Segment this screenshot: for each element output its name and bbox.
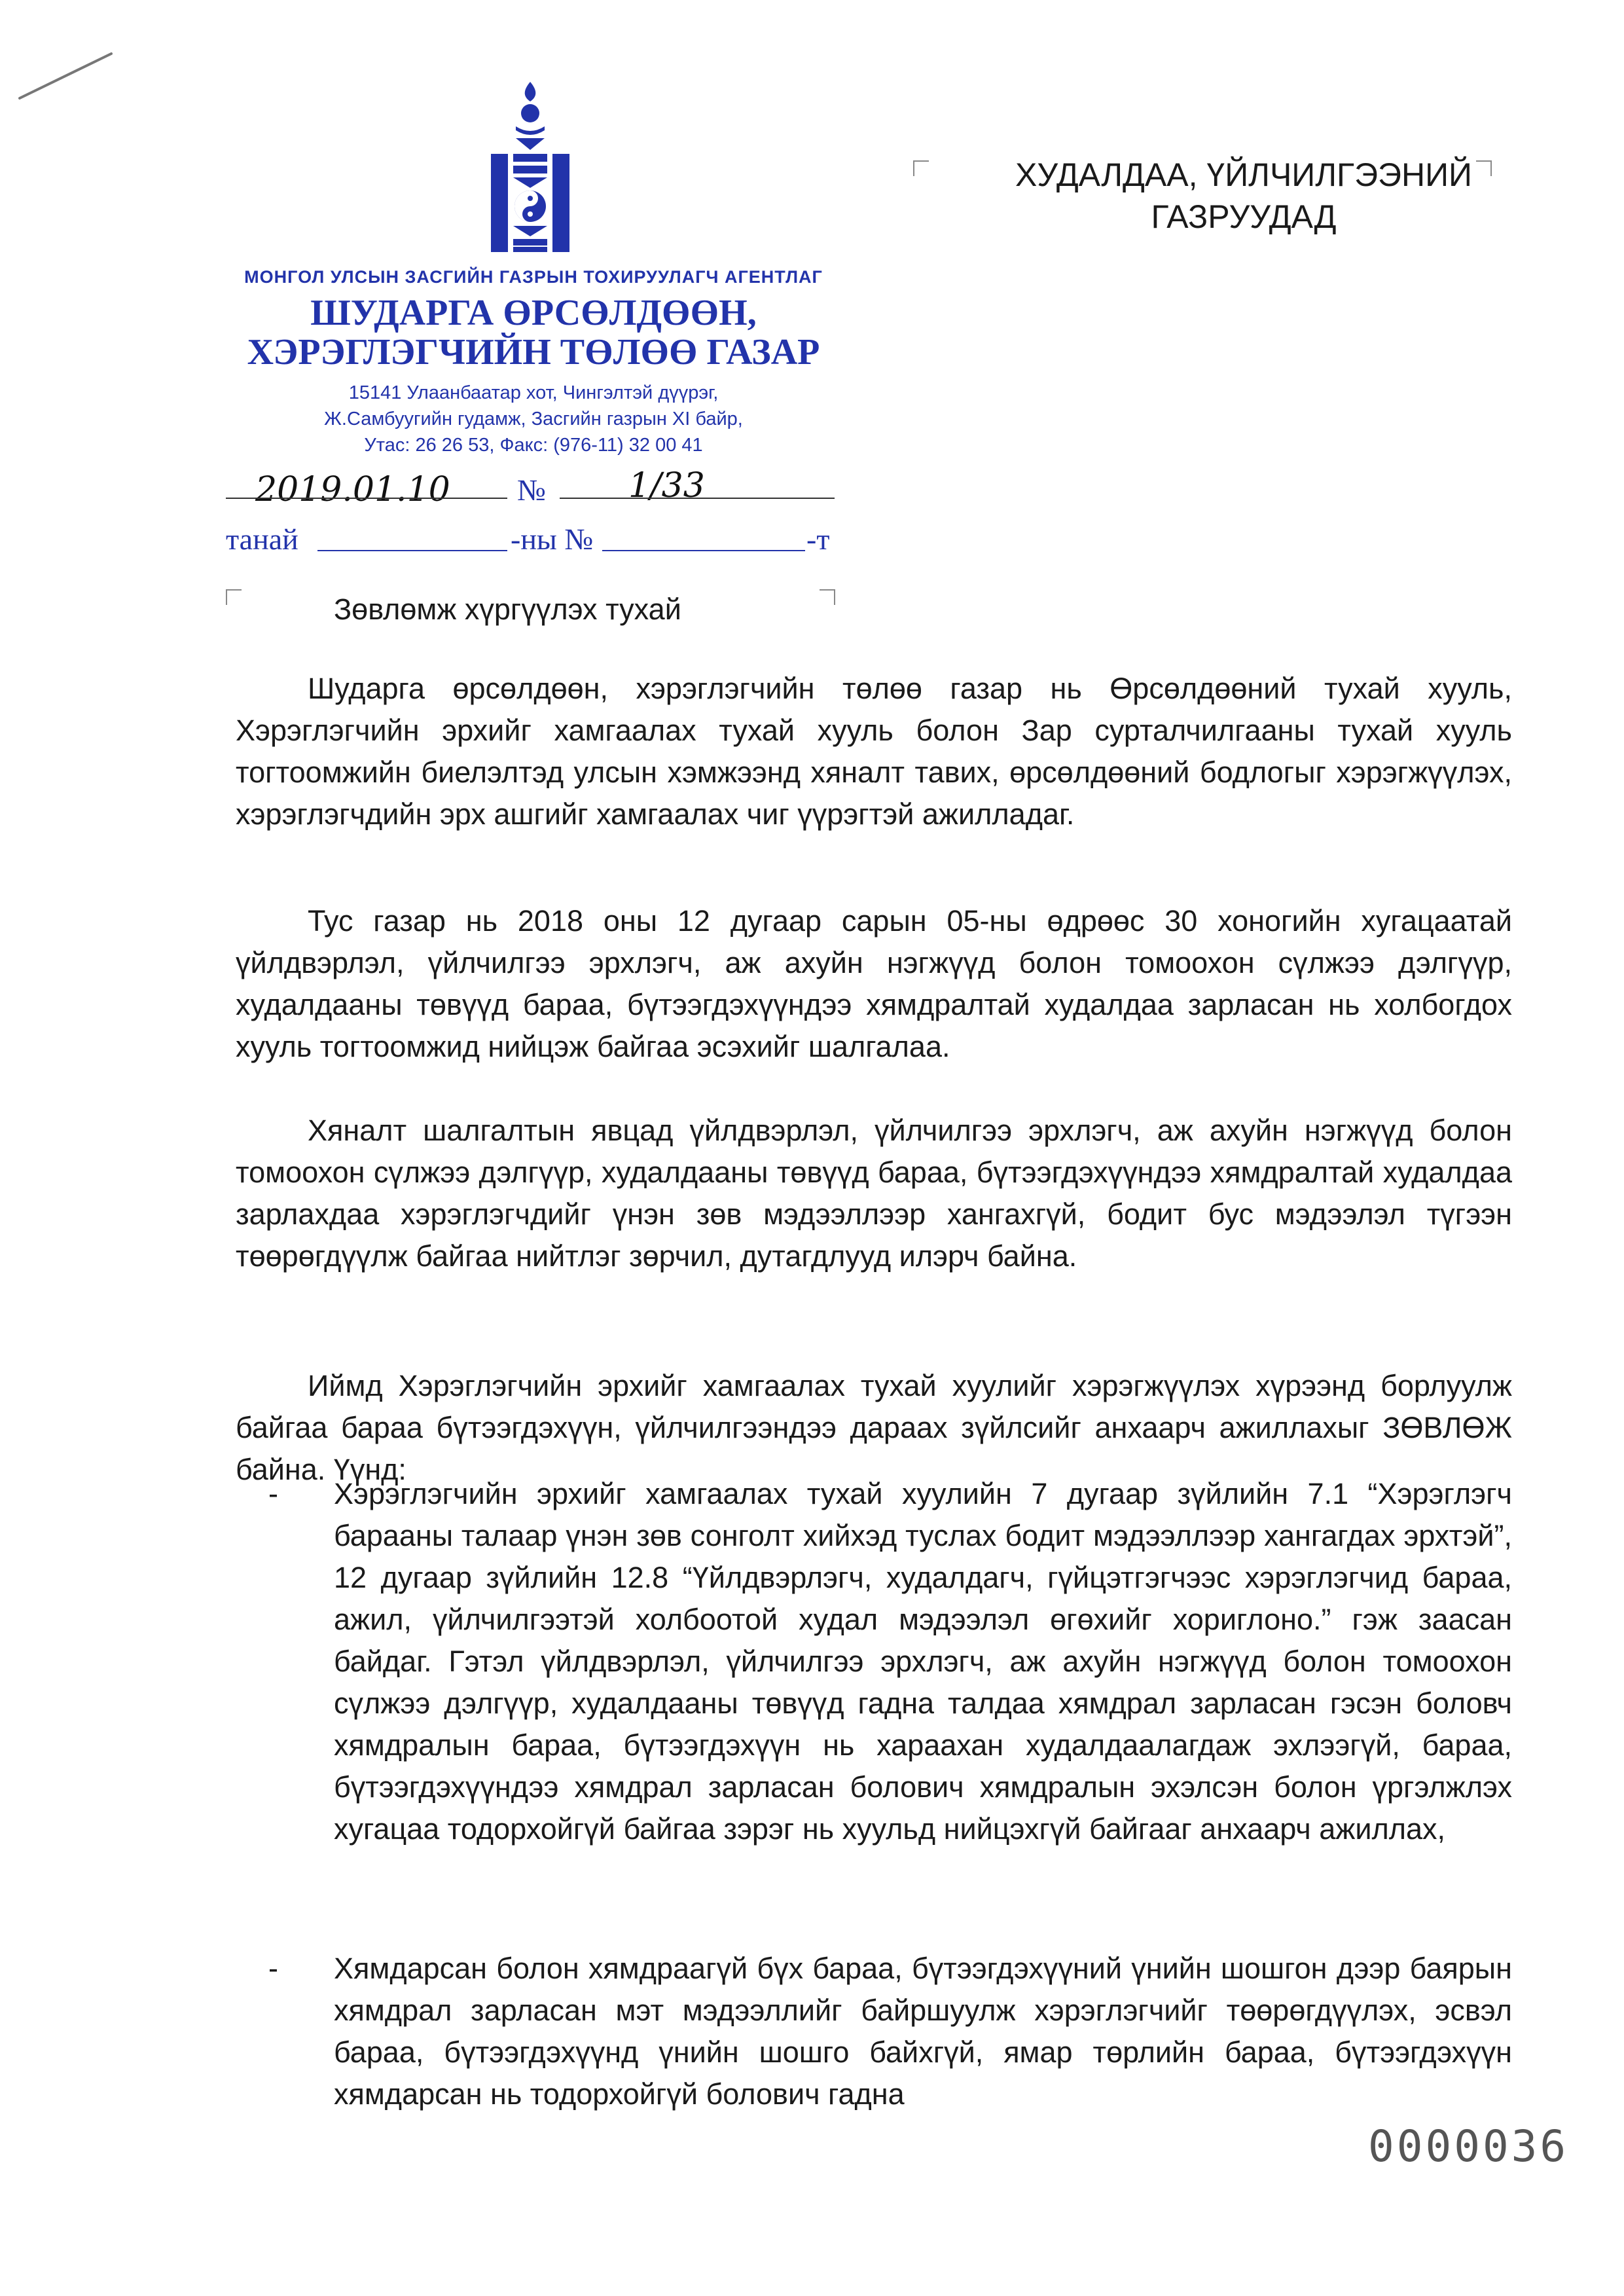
addressee-line1: ХУДАЛДАА, ҮЙЛЧИЛГЭЭНИЙ [1015,156,1472,193]
corner-mark [226,589,242,605]
ny-underline [602,550,805,551]
org-name-line2: ХЭРЭГЛЭГЧИЙН ТӨЛӨӨ ГАЗАР [247,332,820,373]
body-paragraph-1 [236,668,1512,835]
addressee-line2: ГАЗРУУДАД [1151,198,1337,235]
body-paragraph-2 [236,900,1512,1068]
date-underline [226,498,507,499]
your-underline [317,550,507,551]
body-paragraph-3 [236,1110,1512,1277]
bullet-text: Хэрэглэгчийн эрхийг хамгаалах тухай хуулийн 7 дугаар зүйлийн 7.1 “Хэрэглэгч барааны талаар үнэн зөв сонголт хийхэд туслах бодит мэдээллээр хангагдах эрхтэй”, 12 дугаар зүйлийн 12.8 “Үйлдвэрлэгч, худалдагч, гүйцэтгэгчээс хэрэглэгчид бараа, ажил, үйлчилгээтэй холбоотой худал мэдээлэл өгөхийг хориглоно.” гэж заасан байдаг. Гэтэл үйлдвэрлэл, үйлчилгээ эрхлэгч, аж ахуйн нэгжүүд болон томоохон сүлжээ дэлгүүр, худалдааны төвүүд гадна талдаа хямдрал зарласан гэсэн боловч хямдралын бараа, бүтээгдэхүүн нь хараахан худалдаалагдаж эхлээгүй, бараа, бүтээгдэхүүндээ хямдрал зарласан болович хямдралын эхэлсэн болон үргэлжлэх хугацаа тодорхойгүй байгаа зэрэг нь хуульд нийцэхгүй байгааг анхаарч ажиллах, [334,1477,1512,1846]
body-paragraph-4 [236,1365,1512,1491]
agency-line: МОНГОЛ УЛСЫН ЗАСГИЙН ГАЗРЫН ТОХИРУУЛАГЧ АГЕНТЛАГ [244,267,823,287]
pen-mark [13,46,118,105]
address-line2: Ж.Самбуугийн гудамж, Засгийн газрын XI байр, [324,409,743,429]
page-stamp-number: 0000036 [1368,2121,1569,2172]
bullet-item-1 [268,1473,1512,1850]
bullet-item-2 [268,1948,1512,2115]
subject-line: Зөвлөмж хүргүүлэх тухай [334,592,681,626]
org-name-line1: ШУДАРГА ӨРСӨЛДӨӨН, [310,293,757,333]
soyombo-emblem-icon [484,82,576,255]
bullet-text: Хямдарсан болон хямдраагүй бүх бараа, бүтээгдэхүүний үнийн шошгон дээр баярын хямдрал зарласан мэт мэдээллийг байршуулж хэрэглэгчийг төөрөгдүүлэх, эсвэл бараа, бүтээгдэхүүнд үнийн шошго байхгүй, ямар төрлийн бараа, бүтээгдэхүүн хямдарсан нь тодорхойгүй болович гадна [334,1952,1512,2111]
address-line1: 15141 Улаанбаатар хот, Чингэлтэй дүүрэг, [348,382,719,403]
paragraph-text: Иймд Хэрэглэгчийн эрхийг хамгаалах тухай хуулийг хэрэгжүүлэх хүрээнд борлуулж байгаа бараа бүтээгдэхүүн, үйлчилгээндээ дараах зүйлсийг анхаарч ажиллахыг ЗӨВЛӨЖ байна. Үүнд: [236,1369,1512,1486]
number-label: № [517,473,546,507]
bullet-dash: - [268,1952,278,1985]
paragraph-text: Тус газар нь 2018 оны 12 дугаар сарын 05-ны өдрөөс 30 хоногийн хугацаатай үйлдвэрлэл, үйлчилгээ эрхлэгч, аж ахуйн нэгжүүд болон томоохон сүлжээ дэлгүүр, худалдааны төвүүд бараа, бүтээгдэхүүндээ хямдралтай худалдаа зарласан нь холбогдох хууль тогтоомжид нийцэж байгаа эсэхийг шалгалаа. [236,904,1512,1063]
ny-number-label: -ны № [511,522,594,556]
bullet-dash: - [268,1477,278,1510]
corner-mark [913,160,929,176]
number-handwritten: 1/33 [628,466,705,505]
address-line3: Утас: 26 26 53, Факс: (976-11) 32 00 41 [364,435,703,456]
your-label: танай [226,522,298,556]
date-handwritten: 2019.01.10 [255,470,450,509]
corner-mark [820,589,835,605]
paragraph-text: Шударга өрсөлдөөн, хэрэглэгчийн төлөө газар нь Өрсөлдөөний тухай хууль, Хэрэглэгчийн эрхийг хамгаалах тухай хууль болон Зар сурталчилгааны тухай хууль тогтоомжийн биелэлтэд улсын хэмжээнд хяналт тавих, өрсөлдөөний бодлогыг хэрэгжүүлэх, хэрэглэгчдийн эрх ашгийг хамгаалах чиг үүрэгтэй ажилладаг. [236,672,1512,831]
paragraph-text: Хяналт шалгалтын явцад үйлдвэрлэл, үйлчилгээ эрхлэгч, аж ахуйн нэгжүүд болон томоохон сүлжээ дэлгүүр, худалдааны төвүүд бараа, бүтээгдэхүүндээ хямдралтай худалдаа зарлахдаа хэрэглэгчдийг үнэн зөв мэдээллээр хангахгүй, бодит бус мэдээлэл түгээн төөрөгдүүлж байгаа нийтлэг зөрчил, дутагдлууд илэрч байна. [236,1114,1512,1273]
number-underline [560,498,835,499]
t-suffix: -т [806,522,830,556]
